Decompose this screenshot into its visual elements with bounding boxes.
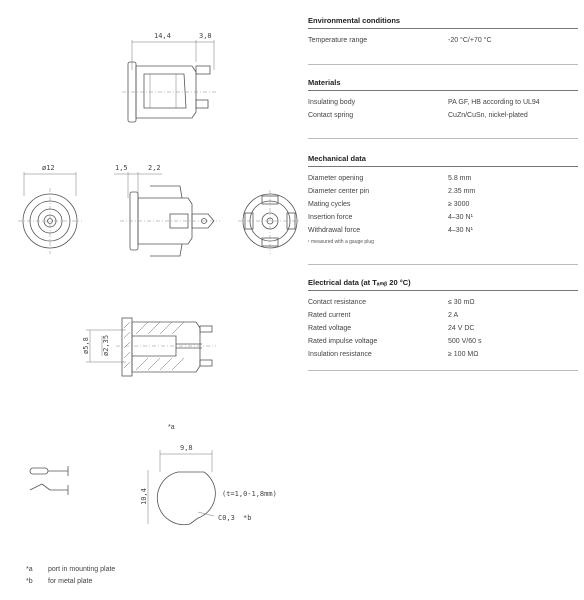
dim-flange2: 2,2 [148, 164, 161, 172]
dim-mark-b: *b [243, 514, 252, 522]
section-mechanical [308, 152, 578, 247]
spec-row: Rated current 2 A [308, 312, 459, 319]
spec-row: Mating cycles ≥ 3000 [308, 201, 470, 208]
note-a: *a [168, 424, 175, 431]
dim-cut-height: 10,4 [140, 488, 148, 505]
dim-flange: 1,5 [115, 164, 128, 172]
legend-item-b: *b for metal plate [26, 578, 93, 585]
dim-opening: ø5,8 [82, 337, 90, 354]
section-title: Environmental conditions [308, 16, 401, 25]
dim-pin-length: 3,8 [199, 32, 212, 40]
side-view-top [122, 32, 218, 122]
spec-row: Temperature range -20 °C/+70 °C [308, 37, 492, 44]
section-title: Mechanical data [308, 154, 366, 163]
section-title: Electrical data (at Tₐₘᵦ 20 °C) [308, 278, 411, 287]
section-electrical [308, 276, 578, 361]
spec-row: Diameter center pin 2.35 mm [308, 188, 476, 195]
dim-diameter: ø12 [42, 164, 55, 172]
spec-row: Diameter opening 5.8 mm [308, 175, 472, 182]
side-view-middle [114, 164, 220, 256]
section-view [82, 318, 216, 376]
spec-row: Contact resistance ≤ 30 mΩ [308, 299, 475, 306]
spec-row: Insulation resistance ≥ 100 MΩ [308, 351, 479, 358]
switch-schematic-icon [30, 466, 68, 495]
legend-item-a: *a port in mounting plate [26, 566, 116, 573]
section-environmental [308, 14, 578, 47]
dim-thickness: (t=1,0-1,8mm) [222, 490, 277, 498]
front-view [18, 164, 82, 254]
spec-row: Insulating body PA GF, HB according to UL94 [308, 99, 540, 106]
spec-row: Insertion force 4–30 N¹ [308, 214, 473, 221]
section-title: Materials [308, 78, 341, 87]
spec-row: Withdrawal force 4–30 N¹ [308, 227, 473, 234]
back-view [238, 190, 300, 254]
section-materials [308, 76, 578, 122]
dim-length: 14,4 [154, 32, 171, 40]
dim-center-pin: ø2,35 [102, 334, 110, 356]
dim-cut-width: 9,8 [180, 444, 193, 452]
dim-chamfer: C0,3 [218, 514, 235, 522]
spec-row: Contact spring CuZn/CuSn, nickel-plated [308, 112, 528, 119]
spec-row: Rated voltage 24 V DC [308, 325, 475, 332]
mounting-cutout [140, 444, 277, 525]
spec-row: Rated impulse voltage 500 V/60 s [308, 338, 482, 345]
footnote: ¹ measured with a gauge plug [308, 239, 374, 245]
